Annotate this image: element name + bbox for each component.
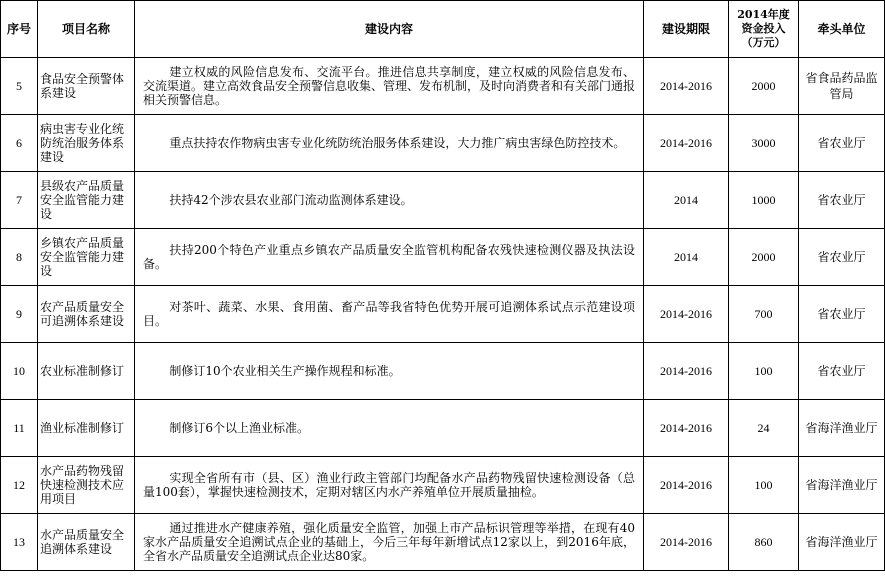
row-project-name: 农产品质量安全可追溯体系建设 [38, 286, 135, 343]
row-content-text: 实现全省所有市（县、区）渔业行政主管部门均配备水产品药物残留快速检测设备（总量100套），掌握快速检测技术，定期对辖区内水产养殖单位开展质量抽检。 [143, 471, 635, 499]
row-project-name: 食品安全预警体系建设 [38, 58, 135, 115]
row-content [135, 229, 644, 286]
row-content [135, 514, 644, 571]
row-fund: 2000 [729, 229, 799, 286]
row-content-text: 重点扶持农作物病虫害专业化统防统治服务体系建设，大力推广病虫害绿色防控技术。 [169, 136, 626, 150]
row-content [135, 115, 644, 172]
row-fund: 3000 [729, 115, 799, 172]
row-period: 2014-2016 [644, 343, 729, 400]
table-row [1, 457, 885, 514]
row-period: 2014 [644, 229, 729, 286]
table-body [1, 58, 885, 571]
row-content [135, 457, 644, 514]
header-fund-line3: （万元） [741, 36, 786, 49]
row-content-text: 扶持200个特色产业重点乡镇农产品质量安全监管机构配备农残快速检测仪器及执法设备。 [143, 243, 635, 271]
row-period: 2014-2016 [644, 58, 729, 115]
table-row [1, 400, 885, 457]
row-project-name: 水产品质量安全追溯体系建设 [38, 514, 135, 571]
row-content-text: 制修订6个以上渔业标准。 [169, 421, 310, 435]
header-name: 项目名称 [38, 1, 135, 58]
row-content [135, 286, 644, 343]
table-header-row [1, 1, 885, 58]
row-period: 2014-2016 [644, 514, 729, 571]
row-period: 2014-2016 [644, 115, 729, 172]
row-content-text: 通过推进水产健康养殖，强化质量安全监管，加强上市产品标识管理等举措，在现有40家水产品质量安全追溯试点企业的基础上，今后三年每年新增试点12家以上，到2016年底，全省水产品质量安全追溯试点企业达80家。 [143, 521, 635, 563]
row-index: 10 [1, 343, 38, 400]
row-content-text: 建立权威的风险信息发布、交流平台。推进信息共享制度，建立权威的风险信息发布、交流渠道。建立高效食品安全预警信息收集、管理、发布机制，及时向消费者和有关部门通报相关预警信息。 [143, 65, 636, 107]
row-lead-unit: 省海洋渔业厅 [799, 400, 885, 457]
row-lead-unit: 省农业厅 [799, 343, 885, 400]
row-content [135, 58, 644, 115]
row-project-name: 水产品药物残留快速检测技术应用项目 [38, 457, 135, 514]
header-fund [729, 1, 799, 58]
row-fund: 700 [729, 286, 799, 343]
row-lead-unit: 省农业厅 [799, 172, 885, 229]
table-row [1, 514, 885, 571]
row-period: 2014-2016 [644, 457, 729, 514]
row-index: 13 [1, 514, 38, 571]
row-content-text: 制修订10个农业相关生产操作规程和标准。 [169, 364, 401, 378]
row-fund: 24 [729, 400, 799, 457]
header-content: 建设内容 [135, 1, 644, 58]
row-lead-unit: 省农业厅 [799, 115, 885, 172]
row-fund: 860 [729, 514, 799, 571]
header-fund-line2: 资金投入 [741, 22, 786, 35]
header-fund-line1: 2014年度 [737, 8, 790, 21]
row-project-name: 病虫害专业化统防统治服务体系建设 [38, 115, 135, 172]
row-period: 2014 [644, 172, 729, 229]
row-lead-unit: 省海洋渔业厅 [799, 514, 885, 571]
row-project-name: 乡镇农产品质量安全监管能力建设 [38, 229, 135, 286]
header-period: 建设期限 [644, 1, 729, 58]
row-content [135, 400, 644, 457]
row-index: 11 [1, 400, 38, 457]
table-row [1, 343, 885, 400]
table-row [1, 115, 885, 172]
header-unit: 牵头单位 [799, 1, 885, 58]
row-lead-unit: 省海洋渔业厅 [799, 457, 885, 514]
row-fund: 2000 [729, 58, 799, 115]
row-fund: 1000 [729, 172, 799, 229]
row-period: 2014-2016 [644, 400, 729, 457]
row-content [135, 343, 644, 400]
row-index: 8 [1, 229, 38, 286]
row-index: 6 [1, 115, 38, 172]
row-project-name: 渔业标准制修订 [38, 400, 135, 457]
row-content-text: 扶持42个涉农县农业部门流动监测体系建设。 [169, 193, 413, 207]
table-row [1, 172, 885, 229]
table-row [1, 58, 885, 115]
row-lead-unit: 省食品药品监管局 [799, 58, 885, 115]
row-index: 12 [1, 457, 38, 514]
row-content [135, 172, 644, 229]
header-index: 序号 [1, 1, 38, 58]
row-project-name: 农业标准制修订 [38, 343, 135, 400]
row-lead-unit: 省农业厅 [799, 229, 885, 286]
row-lead-unit: 省农业厅 [799, 286, 885, 343]
row-fund: 100 [729, 457, 799, 514]
row-period: 2014-2016 [644, 286, 729, 343]
row-content-text: 对茶叶、蔬菜、水果、食用菌、畜产品等我省特色优势开展可追溯体系试点示范建设项目。 [143, 300, 635, 328]
row-index: 9 [1, 286, 38, 343]
row-index: 5 [1, 58, 38, 115]
table-row [1, 286, 885, 343]
table-row [1, 229, 885, 286]
row-index: 7 [1, 172, 38, 229]
row-project-name: 县级农产品质量安全监管能力建设 [38, 172, 135, 229]
row-fund: 100 [729, 343, 799, 400]
